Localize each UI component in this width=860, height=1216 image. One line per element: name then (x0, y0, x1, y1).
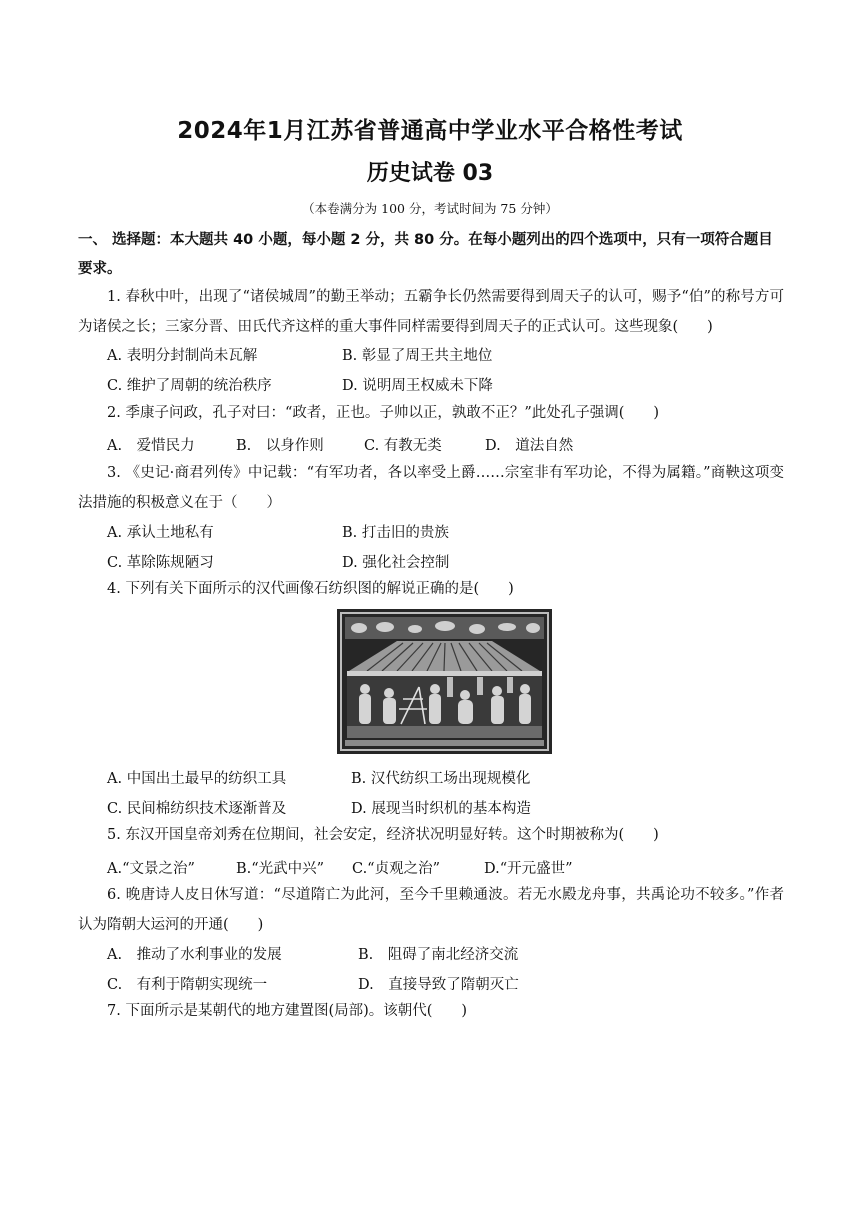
question-5-option-c[interactable]: C.“贞观之治” (352, 861, 441, 877)
question-2-stem: 2. 季康子问政，孔子对曰：“政者，正也。子帅以正，孰敢不正？”此处孔子强调( ) (107, 405, 660, 421)
question-3-stem: 3. 《史记·商君列传》中记载：“有军功者，各以率受上爵……宗室非有军功论，不得为属籍。”商鞅这项变法措施的积极意义在于（ ） (78, 465, 784, 511)
question-1-option-d[interactable]: D. 说明周王权威未下降 (342, 378, 493, 394)
question-2-option-c[interactable]: C. 有教无类 (364, 438, 442, 454)
han-stone-relief-weaving-image (337, 609, 552, 754)
question-3-option-d[interactable]: D. 强化社会控制 (342, 555, 450, 571)
paper-subtitle: 历史试卷 03 (366, 161, 494, 186)
paper-note: （本卷满分为 100 分，考试时间为 75 分钟） (302, 201, 558, 216)
question-6-option-c[interactable]: C. 有利于隋朝实现统一 (107, 977, 268, 993)
section-heading: 一、 选择题：本大题共 40 小题，每小题 2 分，共 80 分。在每小题列出的四个选项中，只有一项符合题目要求。 (78, 232, 773, 277)
question-1-option-c[interactable]: C. 维护了周朝的统治秩序 (107, 378, 272, 394)
question-1-option-a[interactable]: A. 表明分封制尚未瓦解 (107, 348, 258, 364)
page-title: 2024年1月江苏省普通高中学业水平合格性考试 (177, 118, 683, 144)
question-6-option-a[interactable]: A. 推动了水利事业的发展 (107, 947, 282, 963)
question-6-stem: 6. 晚唐诗人皮日休写道：“尽道隋亡为此河，至今千里赖通波。若无水殿龙舟事，共禹论功不较多。”作者认为隋朝大运河的开通( ) (78, 887, 784, 933)
question-6-option-d[interactable]: D. 直接导致了隋朝灭亡 (358, 977, 519, 993)
question-2-option-b[interactable]: B. 以身作则 (236, 438, 324, 454)
question-1-stem: 1. 春秋中叶，出现了“诸侯城周”的勤王举动；五霸争长仍然需要得到周天子的认可，赐予“伯”的称号方可为诸侯之长；三家分晋、田氏代齐这样的重大事件同样需要得到周天子的正式认可。这些现象( ) (78, 289, 784, 335)
question-2-option-a[interactable]: A. 爱惜民力 (107, 438, 195, 454)
question-5-option-d[interactable]: D.“开元盛世” (484, 861, 573, 877)
question-7-stem: 7. 下面所示是某朝代的地方建置图(局部)。该朝代( ) (107, 1003, 468, 1019)
question-3-option-a[interactable]: A. 承认土地私有 (107, 525, 214, 541)
question-5-option-b[interactable]: B.“光武中兴” (236, 861, 325, 877)
question-3-option-c[interactable]: C. 革除陈规陋习 (107, 555, 214, 571)
question-3-option-b[interactable]: B. 打击旧的贵族 (342, 525, 449, 541)
question-4-option-c[interactable]: C. 民间棉纺织技术逐渐普及 (107, 801, 287, 817)
question-1-option-b[interactable]: B. 彰显了周王共主地位 (342, 348, 493, 364)
question-6-option-b[interactable]: B. 阻碍了南北经济交流 (358, 947, 519, 963)
question-5-option-a[interactable]: A.“文景之治” (107, 861, 195, 877)
question-4-option-b[interactable]: B. 汉代纺织工场出现规模化 (351, 771, 531, 787)
question-5-stem: 5. 东汉开国皇帝刘秀在位期间，社会安定，经济状况明显好转。这个时期被称为( ) (107, 827, 659, 843)
question-2-option-d[interactable]: D. 道法自然 (485, 438, 574, 454)
question-4-option-a[interactable]: A. 中国出土最早的纺织工具 (107, 771, 287, 787)
question-4-option-d[interactable]: D. 展现当时织机的基本构造 (351, 801, 531, 817)
question-4-stem: 4. 下列有关下面所示的汉代画像石纺织图的解说正确的是( ) (107, 581, 514, 597)
